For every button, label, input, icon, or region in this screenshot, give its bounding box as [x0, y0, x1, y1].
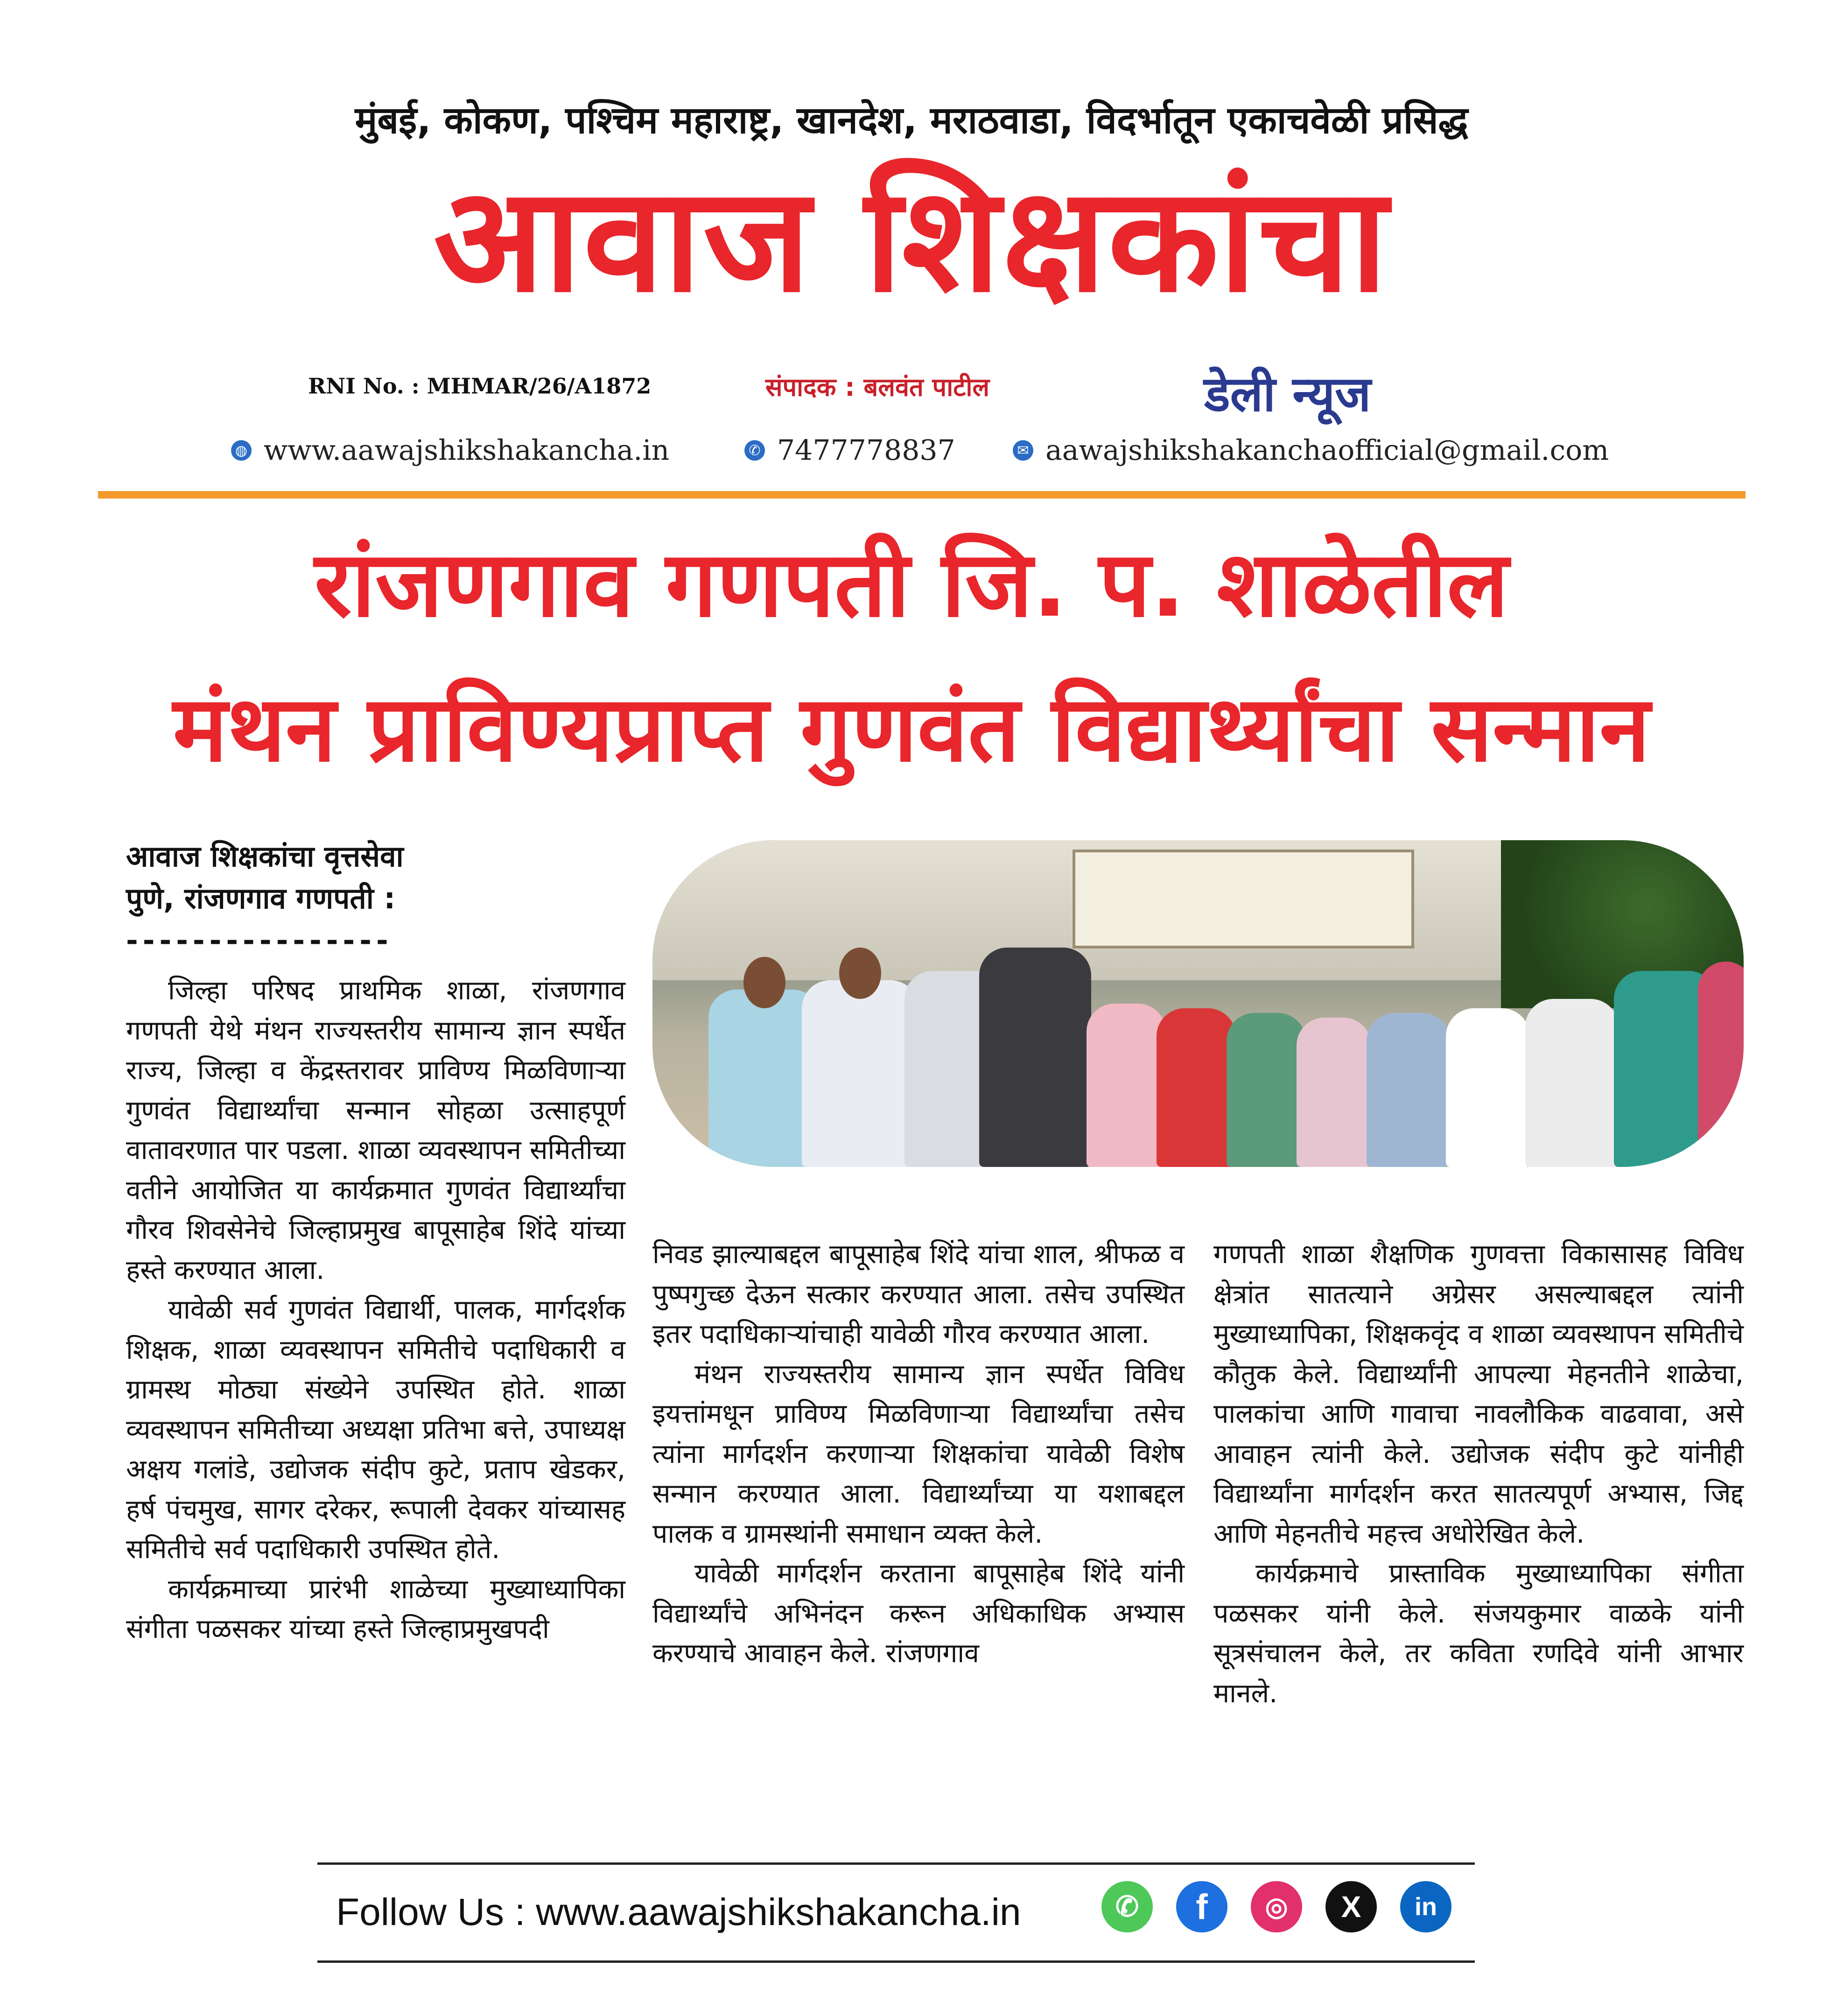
whatsapp-icon[interactable]: ✆ — [1101, 1881, 1153, 1932]
instagram-icon[interactable]: ◎ — [1251, 1881, 1302, 1932]
footer-bottom-rule — [317, 1960, 1475, 1963]
editor-name: संपादक : बलवंत पाटील — [765, 372, 990, 402]
person-head — [743, 957, 785, 1008]
person-head — [839, 948, 881, 999]
footer-top-rule — [317, 1862, 1475, 1865]
website-contact[interactable] — [231, 434, 669, 467]
headline-line-2: मंथन प्राविण्यप्राप्त गुणवंत विद्यार्थ्यांचा सन्मान — [173, 676, 1650, 782]
student-figure — [1157, 1008, 1236, 1167]
masthead-tagline: मुंबई, कोकण, पश्चिम महाराष्ट्र, खानदेश, मराठवाडा, विदर्भातून एकाचवेळी प्रसिद्ध — [355, 98, 1468, 142]
rni-number: RNI No. : MHMAR/26/A1872 — [308, 373, 652, 399]
follow-us-text[interactable]: Follow Us : www.aawajshikshakancha.in — [336, 1891, 1021, 1933]
byline-agency: आवाज शिक्षकांचा वृत्तसेवा — [126, 839, 404, 873]
facebook-icon[interactable]: f — [1176, 1881, 1227, 1932]
paragraph: गणपती शाळा शैक्षणिक गुणवत्ता विकासासह विविध क्षेत्रांत सातत्याने अग्रेसर असल्याबद्दल त्यांनी मुख्याध्यापिका, शिक्षकवृंद व शाळा व्यवस्थापन समितीचे कौतुक केले. विद्यार्थ्यांनी आपल्या मेहनतीने शाळेचा, पालकांचा आणि गावाचा नावलौकिक वाढवावा, असे आवाहन त्यांनी केले. उद्योजक संदीप कुटे यांनीही विद्यार्थ्यांना मार्गदर्शन करत सातत्यपूर्ण अभ्यास, जिद्द आणि मेहनतीचे महत्त्व अधोरेखित केले. — [1213, 1239, 1744, 1549]
paragraph: कार्यक्रमाचे प्रास्ताविक मुख्याध्यापिका संगीता पळसकर यांनी केले. संजयकुमार वाळके यांनी सूत्रसंचालन केले, तर कविता रणदिवे यांनी आभार मानले. — [1213, 1558, 1744, 1709]
event-photo — [652, 840, 1744, 1167]
student-figure — [1087, 1004, 1166, 1167]
phone-icon: ✆ — [744, 440, 765, 461]
linkedin-icon[interactable]: in — [1400, 1881, 1451, 1932]
newspaper-title: आवाज शिक्षकांचा — [433, 156, 1390, 324]
article-column-2 — [652, 1235, 1185, 1674]
headline-line-1: रांजणगाव गणपती जि. प. शाळेतील — [314, 531, 1509, 637]
paragraph: जिल्हा परिषद प्राथमिक शाळा, रांजणगाव गणपती येथे मंथन राज्यस्तरीय सामान्य ज्ञान स्पर्धेत राज्य, जिल्हा व केंद्रस्तरावर प्राविण्य मिळविणाऱ्या गुणवंत विद्यार्थ्यांचा सन्मान सोहळा उत्साहपूर्ण वातावरणात पार पडला. शाळा व्यवस्थापन समितीच्या वतीने आयोजित या कार्यक्रमात गुणवंत विद्यार्थ्यांचा गौरव शिवसेनेचे जिल्हाप्रमुख बापूसाहेब शिंदे यांच्या हस्ते करण्यात आला. — [126, 975, 625, 1285]
paragraph: कार्यक्रमाच्या प्रारंभी शाळेच्या मुख्याध्यापिका संगीता पळसकर यांच्या हस्ते जिल्हाप्रमुखपदी — [126, 1573, 625, 1644]
email-address[interactable]: aawajshikshakanchaofficial@gmail.com — [1045, 434, 1609, 467]
school-notice-board — [1073, 850, 1414, 948]
paragraph: यावेळी सर्व गुणवंत विद्यार्थी, पालक, मार्गदर्शक शिक्षक, शाळा व्यवस्थापन समितीचे पदाधिकारी व ग्रामस्थ मोठ्या संख्येने उपस्थित होते. शाळा व्यवस्थापन समितीच्या अध्यक्षा प्रतिभा बत्ते, उपाध्यक्ष अक्षय गलांडे, उद्योजक संदीप कुटे, प्रताप खेडकर, हर्ष पंचमुख, सागर दरेकर, रूपाली देवकर यांच्यासह समितीचे सर्व पदाधिकारी उपस्थित होते. — [126, 1294, 625, 1565]
phone-contact[interactable] — [744, 434, 955, 467]
student-figure — [1446, 1008, 1530, 1167]
phone-number[interactable]: 7477778837 — [777, 434, 955, 467]
paragraph: निवड झाल्याबद्दल बापूसाहेब शिंदे यांचा शाल, श्रीफळ व पुष्पगुच्छ देऊन सत्कार करण्यात आला. तसेच उपस्थित इतर पदाधिकाऱ्यांचाही यावेळी गौरव करण्यात आला. — [652, 1239, 1185, 1349]
paragraph: मंथन राज्यस्तरीय सामान्य ज्ञान स्पर्धेत विविध इयत्तांमधून प्राविण्य मिळविणाऱ्या विद्यार्थ्यांचा तसेच त्यांना मार्गदर्शन करणाऱ्या शिक्षकांचा यावेळी विशेष सन्मान करण्यात आला. विद्यार्थ्यांच्या या यशाबद्दल पालक व ग्रामस्थांनी समाधान व्यक्त केले. — [652, 1358, 1185, 1549]
article-column-3 — [1213, 1235, 1744, 1714]
student-figure — [1525, 999, 1619, 1167]
website-link[interactable]: www.aawajshikshakancha.in — [264, 434, 670, 467]
byline — [126, 836, 404, 962]
email-contact[interactable] — [1013, 434, 1609, 467]
person-figure — [1698, 962, 1744, 1167]
article-column-1 — [126, 971, 625, 1650]
daily-news-label: डेली न्यूज — [1204, 365, 1371, 422]
mail-icon: ✉ — [1013, 440, 1033, 461]
byline-rule: ---------------- — [126, 923, 393, 957]
student-figure — [1227, 1013, 1306, 1167]
person-figure — [802, 980, 919, 1167]
byline-location: पुणे, रांजणगाव गणपती : — [126, 881, 396, 915]
x-icon[interactable]: X — [1325, 1881, 1377, 1932]
person-figure — [979, 948, 1091, 1167]
student-figure — [1297, 1018, 1371, 1167]
orange-divider — [98, 491, 1746, 499]
paragraph: यावेळी मार्गदर्शन करताना बापूसाहेब शिंदे यांनी विद्यार्थ्यांचे अभिनंदन करून अधिकाधिक अभ्यास करण्याचे आवाहन केले. रांजणगाव — [652, 1558, 1185, 1669]
student-figure — [1367, 1013, 1451, 1167]
globe-icon: ◍ — [231, 440, 252, 461]
